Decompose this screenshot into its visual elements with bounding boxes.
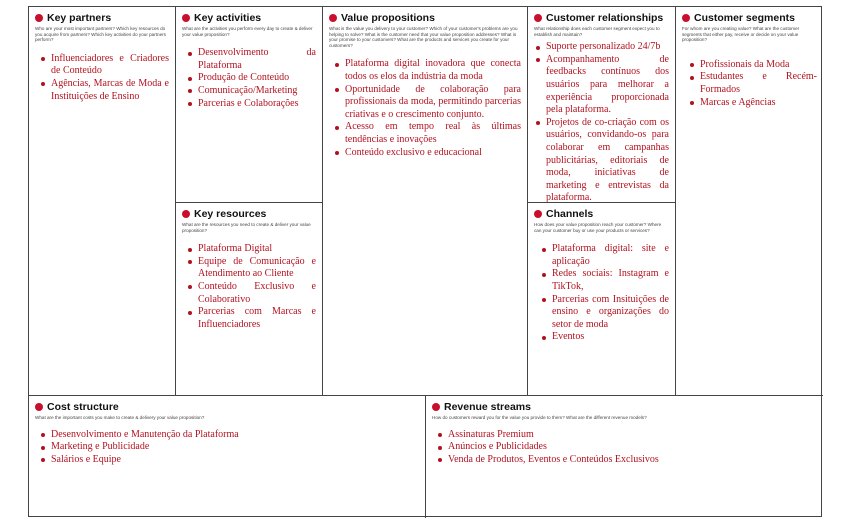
customer-relationships-block <box>528 7 676 203</box>
cost-structure-header <box>35 401 419 413</box>
customer-relationships-list <box>534 41 669 203</box>
channels-list <box>534 243 669 344</box>
customer-segments-list <box>682 59 817 109</box>
list-item: Parcerias com Insituições de ensino e organizações do setor de moda <box>540 294 669 332</box>
value-propositions-list <box>329 58 521 159</box>
list-item: Marketing e Publicidade <box>39 441 419 454</box>
revenue-streams-header <box>432 401 817 413</box>
list-item: Projetos de co-criação com os usuários, convidando-os para colaborar em campanhas publicitárias, editoriais de moda, iniciativas de marketing e entrevistas da plataforma. <box>534 117 669 203</box>
list-item: Acompanhamento de feedbacks contínuos dos usuários para melhorar a experiência proporcionada pela plataforma. <box>534 54 669 117</box>
list-item: Estudantes e Recém-Formados <box>688 71 817 96</box>
customer-segments-block <box>676 7 823 396</box>
key-resources-block <box>176 203 323 396</box>
key-partners-list <box>35 53 169 103</box>
cost-structure-title: Cost structure <box>47 401 119 413</box>
channels-title: Channels <box>546 208 594 220</box>
list-item: Agências, Marcas de Moda e Instituições de Ensino <box>39 78 169 103</box>
key-resources-list <box>182 243 316 331</box>
key-activities-block <box>176 7 323 203</box>
key-partners-header <box>35 12 169 24</box>
key-partners-description: Who are your most important partners? Which key resources do you acquire from partners? Which key activities do your partners perform? <box>35 26 166 43</box>
bullet-dot-icon <box>329 14 337 22</box>
channels-description: How does your value proposition reach your customer? Where can your customer buy or use your products or services? <box>534 222 662 233</box>
cost-structure-list <box>35 429 419 467</box>
list-item: Parcerias com Marcas e Influenciadores <box>186 306 316 331</box>
list-item: Plataforma digital inovadora que conecta todos os elos da indústria da moda <box>333 58 521 83</box>
key-resources-title: Key resources <box>194 208 267 220</box>
customer-relationships-header <box>534 12 669 24</box>
list-item: Anúncios e Publicidades <box>436 441 817 454</box>
list-item: Marcas e Agências <box>688 97 817 110</box>
key-activities-title: Key activities <box>194 12 262 24</box>
list-item: Venda de Produtos, Eventos e Conteúdos Exclusivos <box>436 454 817 467</box>
key-activities-description: What are the activities you perform every day to create & deliver your value proposition? <box>182 26 313 37</box>
revenue-streams-description: How do customers reward you for the value you provide to them? What are the different revenue models? <box>432 415 647 420</box>
list-item: Plataforma digital: site e aplicação <box>540 243 669 268</box>
key-activities-list <box>182 47 316 110</box>
bullet-dot-icon <box>682 14 690 22</box>
list-item: Comunicação/Marketing <box>186 85 316 98</box>
channels-header <box>534 208 669 220</box>
value-propositions-description: What is the value you delivery to your customer? Which of your customer's problems are you helping to solve? What is the customer need that your value proposition addresses? What is your promise to your customers? What are the products and services you create for your customers? <box>329 26 518 48</box>
bullet-dot-icon <box>35 403 43 411</box>
key-activities-header <box>182 12 316 24</box>
list-item: Salários e Equipe <box>39 454 419 467</box>
customer-segments-header <box>682 12 817 24</box>
bullet-dot-icon <box>534 14 542 22</box>
bullet-dot-icon <box>182 210 190 218</box>
customer-relationships-title: Customer relationships <box>546 12 664 24</box>
key-partners-title: Key partners <box>47 12 112 24</box>
revenue-streams-title: Revenue streams <box>444 401 531 413</box>
customer-segments-title: Customer segments <box>694 12 795 24</box>
list-item: Conteúdo Exclusivo e Colaborativo <box>186 281 316 306</box>
list-item: Profissionais da Moda <box>688 59 817 72</box>
list-item: Influenciadores e Criadores de Conteúdo <box>39 53 169 78</box>
cost-structure-block <box>29 396 426 518</box>
key-resources-header <box>182 208 316 220</box>
revenue-streams-list <box>432 429 817 467</box>
customer-relationships-description: What relationship does each customer segment expect you to establish and maintain? <box>534 26 660 37</box>
list-item: Desenvolvimento e Manutenção da Plataforma <box>39 429 419 442</box>
bullet-dot-icon <box>432 403 440 411</box>
channels-block <box>528 203 676 396</box>
list-item: Eventos <box>540 331 669 344</box>
list-item: Oportunidade de colaboração para profissionais da moda, permitindo parcerias criativas e o crescimento conjunto. <box>333 84 521 122</box>
cost-structure-description: What are the important costs you make to create & delivery your value proposition? <box>35 415 205 420</box>
revenue-streams-block <box>426 396 823 518</box>
list-item: Acesso em tempo real às últimas tendências e inovações <box>333 121 521 146</box>
list-item: Produção de Conteúdo <box>186 72 316 85</box>
key-resources-description: What are the resources you need to create & deliver your value proposition? <box>182 222 311 233</box>
bullet-dot-icon <box>35 14 43 22</box>
bullet-dot-icon <box>534 210 542 218</box>
key-partners-block <box>29 7 176 396</box>
value-propositions-header <box>329 12 521 24</box>
list-item: Desenvolvimento da Plataforma <box>186 47 316 72</box>
list-item: Suporte personalizado 24/7b <box>534 41 669 54</box>
business-model-canvas <box>28 6 822 517</box>
value-propositions-block <box>323 7 528 396</box>
list-item: Redes sociais: Instagram e TikTok, <box>540 268 669 293</box>
list-item: Equipe de Comunicação e Atendimento ao Cliente <box>186 256 316 281</box>
list-item: Conteúdo exclusivo e educacional <box>333 147 521 160</box>
bullet-dot-icon <box>182 14 190 22</box>
list-item: Parcerias e Colaborações <box>186 98 316 111</box>
list-item: Assinaturas Premium <box>436 429 817 442</box>
value-propositions-title: Value propositions <box>341 12 435 24</box>
list-item: Plataforma Digital <box>186 243 316 256</box>
customer-segments-description: For whom are you creating value? What are the customer segments that either pay, receive or decide on your value proposition? <box>682 26 800 43</box>
